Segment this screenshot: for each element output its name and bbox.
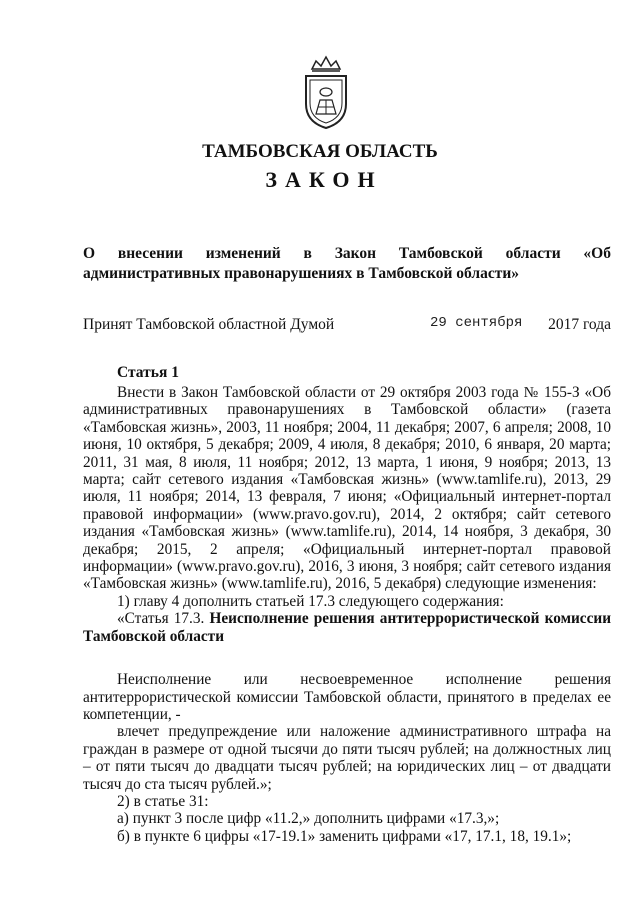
- adoption-date: 29 сентября: [430, 315, 523, 331]
- adopted-by: Принят Тамбовской областной Думой: [83, 316, 335, 333]
- blank-line: [83, 645, 611, 671]
- article-text-line: «Тамбовская жизнь» (www.tamlife.ru), 2016, 5 декабря) следующие изменения:: [83, 575, 597, 593]
- disposition-line: компетенции, -: [83, 705, 181, 723]
- amendment-item-2a: а) пункт 3 после цифр «11.2,» дополнить цифрами «17.3,»;: [117, 810, 500, 828]
- sanction-line: – от пяти тысяч до двадцати тысяч рублей; на юридических лиц – от двадцати: [83, 758, 611, 776]
- amendment-item-2: 2) в статье 31:: [117, 792, 209, 810]
- new-article-title: Неисполнение решения антитеррористической комиссии: [209, 610, 612, 628]
- sanction-line: влечет предупреждение или наложение административного штрафа на: [117, 723, 611, 741]
- article-title: Статья 1: [117, 364, 179, 381]
- article-body: [83, 384, 611, 845]
- article-text-line: декабря; 2015, 2 апреля; «Официальный интернет-портал правовой: [83, 540, 611, 558]
- adoption-line: [83, 316, 611, 336]
- law-subject-line: О внесении изменений в Закон Тамбовской области «Об: [83, 245, 611, 262]
- article-text-line: издания «Тамбовская жизнь» (www.tamlife.ru), 2014, 14 ноября, 3 декабря, 30: [83, 523, 611, 541]
- sanction-line: тысяч до ста тысяч рублей.»;: [83, 775, 272, 793]
- law-subject: [83, 244, 611, 284]
- disposition-line: антитеррористической комиссии Тамбовской области, принятого в пределах ее: [83, 688, 611, 706]
- article-text-line: июля, 11 ноября; 2014, 13 февраля, 7 июня; «Официальный интернет-портал: [83, 488, 611, 506]
- article-text-line: административных правонарушениях в Тамбовской области» (газета: [83, 401, 611, 419]
- article-text-line: информации» (www.pravo.gov.ru), 2016, 3 июня, 3 ноября; сайт сетевого издания: [83, 558, 611, 576]
- new-article-heading: [83, 610, 611, 627]
- new-article-title-cont: Тамбовской области: [83, 627, 225, 645]
- adoption-year: 2017 года: [548, 316, 611, 333]
- coat-of-arms-icon: [299, 52, 353, 130]
- article-text-line: «Тамбовская жизнь», 2003, 11 ноября; 2004, 11 декабря; 2007, 6 апреля; 2008, 10: [83, 418, 611, 436]
- amendment-item-1: 1) главу 4 дополнить статьей 17.3 следующего содержания:: [117, 592, 504, 610]
- law-subject-line: административных правонарушениях в Тамбовской области»: [83, 265, 520, 282]
- new-article-heading-cont: [83, 628, 611, 645]
- article-text-line: июня, 10 октября, 5 декабря; 2009, 4 июля, 8 декабря; 2010, 6 января, 20 марта;: [83, 436, 611, 454]
- sanction-line: граждан в размере от одной тысячи до пяти тысяч рублей; на должностных лиц: [83, 740, 611, 758]
- article-text-line: 2011, 31 мая, 8 июля, 11 ноября; 2012, 13 марта, 1 июня, 9 ноября; 2013, 13: [83, 453, 611, 471]
- article-text-line: Внести в Закон Тамбовской области от 29 октября 2003 года № 155-З «Об: [117, 384, 611, 401]
- amendment-item-2b: б) в пункте 6 цифры «17-19.1» заменить цифрами «17, 17.1, 18, 19.1»;: [117, 827, 572, 845]
- article-text-line: правовой информации» (www.pravo.gov.ru), 2014, 2 октября; сайт сетевого: [83, 505, 611, 523]
- document-type-heading: ЗАКОН: [265, 167, 383, 192]
- new-article-prefix: «Статья 17.3.: [117, 610, 205, 628]
- disposition-line: Неисполнение или несвоевременное исполнение решения: [117, 671, 611, 689]
- region-heading: ТАМБОВСКАЯ ОБЛАСТЬ: [202, 141, 438, 162]
- article-text-line: марта; сайт сетевого издания «Тамбовская жизнь» (www.tamlife.ru), 2013, 29: [83, 471, 611, 489]
